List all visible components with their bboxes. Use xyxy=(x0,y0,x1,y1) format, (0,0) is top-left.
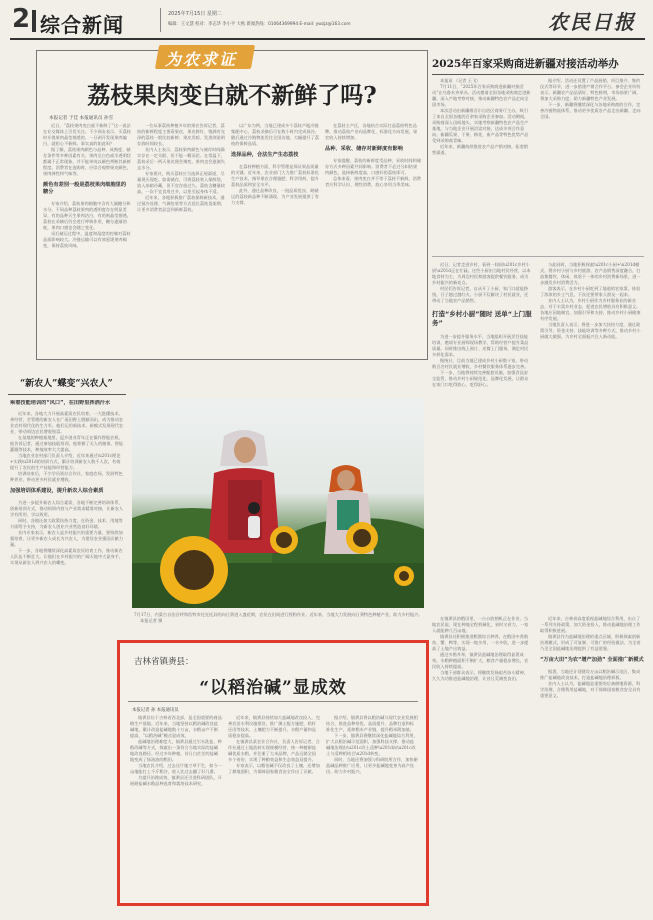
main-col-2: 一位从事荔枝种植多年的果农告诉记者，荔枝的新鲜程度主要看果皮，果皮鲜红、饱满有光泽的荔枝一般比较新鲜；果皮发暗、发黑则说明存放时间较长。 业内人士表示，荔枝果肉颜色与储存时间确实存在一定关联，但不能一概而论。在常温下，荔枝采后一两天果皮便会褐变，果肉也会逐渐失去水分。 专家建议，购买荔枝应当选择正规渠道，尽量现买现吃。如需储存，可将荔枝装入保鲜袋，放入冰箱冷藏，但不宜存放过久。荔枝含糖量较高，一次不宜食用过多，以免引起身体不适。 近年来，各地积极推广荔枝保鲜新技术，通过预冷处理、气调包装等方式延长荔枝货架期，让更多消费者品尝到新鲜荔枝。 xyxy=(137,123,225,212)
left-subhead-1: 乘着技能培训的“风口”，在田野里挥洒汗水 xyxy=(10,400,111,406)
main-excerpt: 近日，“荔枝果肉变白就不新鲜了”这一说法在社交媒体上引发关注。不少网友表示，买荔枝时专挑果肉晶莹剔透的，一旦剥开发现果肉偏白，就担心不新鲜。事实真的如此吗？ xyxy=(43,123,131,146)
masthead-rule xyxy=(10,38,645,40)
main-byline: 本报记者 于佳 本报通讯员 孙雪 xyxy=(49,116,114,121)
page-number-bar xyxy=(32,10,36,32)
right-excerpt: 7月11日，“2025年百家采购商进新疆对接活动”在乌鲁木齐举办。活动邀请全国各地采购商走进新疆，深入产地考察对接，推动新疆特色农产品走向全国市场。 xyxy=(432,84,531,107)
right-byline: 本报讯 （记者 王飞） xyxy=(440,78,481,83)
right-bottom-story xyxy=(432,616,644,912)
featured-col-3: 据介绍，镇赉县将以稻治碱与现代农业发展相结合，推进品种培优、品质提升、品牌打造和标准化生产，延伸稻米产业链，提升稻米附加值。 下一步，镇赉县将继续深化盐碱地综合利用，扩大以稻治碱示范面积，加强科技支撑，推动盐碱地治理由\u201c改土适种\u201d向\u201c改土与适种相结合\u201d转变。 同时，当地还将加强与科研院所合作，加快耐盐碱品种推广应用，让更多盐碱地变身为高产良田，助力乡村振兴。 xyxy=(326,715,418,774)
photo-caption-text: 7月17日，内蒙古自治区呼和浩特市托克托县的向日葵进入盛花期，农民在田间进行授粉作业。近年来，当地大力发展向日葵特色种植产业，助力乡村振兴。 xyxy=(134,612,423,617)
left-headline: “新农人”蝶变“兴农人” xyxy=(20,379,113,389)
right-divider xyxy=(432,256,644,257)
featured-kicker: 吉林省镇赉县： xyxy=(134,657,194,667)
main-story-box xyxy=(36,50,428,360)
page-number: 2 xyxy=(12,4,31,34)
right-col-1: 本报讯 （记者 王飞） 7月11日，“2025年百家采购商进新疆对接活动”在乌鲁木齐举办。活动邀请全国各地采购商走进新疆，深入产地考察对接，推动新疆特色农产品走向全国市场。 本次活动由新疆维吾尔自治区商务厅主办，吸引了来自全国各地的百余家采购企业参加。活动期间，采购商深入田间地头，实地考察新疆特色农产品生产基地，与当地企业开展洽谈对接，达成多项合作意向。新疆瓜果、干果、棉花、畜产品等特色优势产品受到采购商青睐。 近年来，新疆持续推进农产品产销对接，拓宽销售渠道。 xyxy=(432,78,531,155)
section-title: 综合新闻 xyxy=(40,13,124,37)
right-headline: 2025年百家采购商进新疆对接活动举办 xyxy=(432,58,619,70)
kicker-label: 为农求证 xyxy=(165,50,238,69)
photo-credit: 本报记者 摄 xyxy=(140,618,163,623)
right-lower-subhead: 打造“乡村小厨”随时 送单“上门服务” xyxy=(432,310,532,327)
right-bottom-col-1: 在镇赉县的稻田里，一台台收割机正在作业。当地农民说，现在种地全程机械化，省时又省力，一家人就能种几百亩地。 镇赉县还积极推进稻渔综合种养，在稻田中养殖鱼、蟹、鸭等，实现一地多用、一水多收，进一步提高了土地产出效益。 通过多措并举，镇赉县盐碱地治理取得显著成效，水稻种植面积不断扩大，粮食产量稳步增长，农民收入持续提高。 当地干部群众表示，将继续发扬艰苦奋斗精神，久久为功推进盐碱地治理，让昔日荒滩变良田。 xyxy=(432,616,529,681)
editor-line: 编辑：王文慧 校对：李志华 李小平 大秋 新闻热线：01064369994 E-mail: ywzjz@163.com xyxy=(168,22,351,27)
right-col-2: 据介绍，活动还设置了产品展销、项目推介、签约仪式等环节，进一步搭建产销合作平台。参会企业纷纷表示，新疆农产品品质好、特色鲜明，市场前景广阔，将加大采购力度，助力新疆特色产业发展。 下一步，新疆将继续深化与各地采购商的合作，完善冷链物流体系，推动更多优质农产品走出新疆、走向全国。 xyxy=(540,78,641,119)
left-subhead-2: 加强培训体系建设，提升新农人综合素质 xyxy=(10,488,104,494)
right-col-4: 与此同时，当地积极探索\u201c小厨+\u201d模式，将乡村小厨与乡村旅游、农产品销售深度融合，打造集餐饮、休闲、体验于一体的乡村消费新场景，进一步激发乡村消费活力。 游客表示，在乡村小厨吃到了地道的农家菜，体验了浓浓的乡土气息，下次还要带家人朋友一起来。 业内人士认为，乡村小厨作为乡村服务业的新业态，对于丰富乡村业态、促进农民增收具有积极意义。各地应因地制宜，加强引导和支持，推动乡村小厨健康有序发展。 当地负责人表示，将进一步加大扶持力度，通过政策引导、资金支持、技能培训等多种方式，推动乡村小厨做大做强，为乡村全面振兴注入新动能。 xyxy=(540,262,641,339)
news-photo xyxy=(132,398,424,608)
photo-caption xyxy=(134,612,424,636)
featured-col-2: 近年来，镇赉县持续加大盐碱地改良投入，完善农田水利设施建设，推广测土配方施肥、秸秆还田等技术，土壤肥力不断提升，水稻产量和品质稳步提高。 在镇赉县某农业合作社，负责人告诉记者，合作社通过土地流转实现规模经营，统一种植耐盐碱优质水稻，并注册了大米品牌，产品远销全国多个省份，实现了种粮效益和生态效益双提升。 专家表示，以稻治碱不仅改良了土壤，还增加了耕地面积，为保障国家粮食安全作出了贡献。 xyxy=(228,715,320,774)
left-story xyxy=(8,362,126,912)
main-col-1: 近日，“荔枝果肉变白就不新鲜了”这一说法在社交媒体上引发关注。不少网友表示，买荔枝时专挑果肉晶莹剔透的，一旦剥开发现果肉偏白，就担心不新鲜。事实真的如此吗？ 据了解，荔枝果肉颜色与品种、成熟度、储存条件等多种因素有关。果肉呈白色或半透明状都属于正常现象，并不能单纯以颜色判断其新鲜程度。消费者在选购时，应综合观察果皮颜色、果肉弹性和气味等。 颜色有差别一般是荔枝果肉细胞里的糖分 专家介绍，荔枝果肉细胞中含有大量糖分和水分。不同品种荔枝果肉的透明度存在明显差异，有的品种天生果肉洁白，有的则晶莹剔透。荔枝在采摘后仍会进行呼吸作用，糖分逐渐消耗，果肉口感也会随之变化。 采后储运过程中，温度和湿度的控制对荔枝品质影响较大。冷链运输可以有效延缓果肉褐变，保持荔枝风味。 xyxy=(43,123,131,248)
right-col-3: 近日，记者走进乡村，看到一间间\u201c乡村小厨\u201d正在忙碌。这些小厨由当地村民经营，以本地食材为主，为周边村民和游客提供餐饮服务，成为乡村振兴的新亮点。 村民们告诉记者，自从开了小厨，家门口就能挣钱，日子越过越红火。小厨不仅解决了村民就业，还带动了当地农产品销售。 打造“乡村小厨”随时 送单“上门服务” 为进一步提升服务水平，当地组织开展烹饪技能培训，邀请专业厨师现场教学，帮助经营户提升菜品质量。同时推出线上预订、送餐上门服务，满足村民多样化需求。 据统计，目前当地已建成乡村小厨数十家，带动数百名村民就业增收，乡村餐饮服务体系逐步完善。 下一步，当地将持续完善配套设施，加强食品安全监管，推动乡村小厨规范化、品牌化发展，让群众在家门口吃得放心、吃得舒心。 xyxy=(432,262,532,387)
left-headline-rule xyxy=(8,394,126,395)
featured-rule xyxy=(128,701,418,702)
paper-name: 农民日报 xyxy=(548,10,636,34)
masthead-divider xyxy=(160,8,161,32)
featured-byline: 本报记者 孙 本报通讯员 xyxy=(132,708,179,713)
issue-date: 2025年7月15日 星期二 xyxy=(168,11,222,17)
right-headline-rule xyxy=(432,74,644,75)
featured-col-1: 镇赉县位于吉林省西北部，是全国重要的商品粮生产基地。近年来，当地坚持以稻治碱改良盐碱地，累计改造盐碱地数十万亩，水稻亩产不断提高，“以稻治碱”模式显成效。 盐碱地治理难度大，镇赉县通过引水洗盐、种稻改碱等方式，探索出一条符合当地实际的盐碱地改良路径。经过多年种植，昔日白茫茫的盐碱地变成了绿油油的稻田。 当地农民介绍，过去这片地寸草不生，如今一亩地能打上千斤稻谷，收入比过去翻了好几番。 为提升治理成效，镇赉县还引进科研团队，开展耐盐碱水稻品种选育和栽培技术研究。 xyxy=(130,715,222,786)
main-col-3: 以广东为例，当地已建成多个荔枝产地冷链集配中心，荔枝采摘后可在数小时内完成预冷，随后通过冷链物流发往全国各地，大幅提升了荔枝的保鲜品质。 选择品种，合法生产生态荔枝 在荔枝种植方面，科学管理是保证果品质量的关键。近年来，农业部门大力推广荔枝标准化生产技术，指导果农合理施肥、科学用药，提升荔枝品质和安全水平。 此外，通过品种改良，一批品质优良、耐储运的荔枝新品种不断涌现，为产业发展提供了有力支撑。 xyxy=(231,123,319,205)
main-col-4: 在荔枝主产区，各地结合实际打造荔枝特色品牌，推动荔枝产业向品牌化、标准化方向发展，果农收入持续增加。 品种、采收、储存对新鲜度有影响 专家提醒，荔枝的新鲜度受品种、采收时间和储存方式多种因素共同影响。消费者不必过分纠结果肉颜色，选择新鲜度高、口感好的荔枝即可。 总体来看，果肉变白并不等于荔枝不新鲜，消费者应科学认识、理性消费，放心享用当季美味。 xyxy=(325,123,421,187)
main-subhead-2: 选择品种，合法生产生态荔枝 xyxy=(231,152,299,158)
right-bottom-col-2: 近年来，吉林省高度重视盐碱地综合利用，出台了一系列支持政策，加大资金投入，推动盐碱地治理工作取得积极进展。 镇赉县作为盐碱地治理的重点区域，积极探索创新治理模式，形成了可复制、可推广的经验做法，为全省乃至全国盐碱地治理提供了有益借鉴。 “万亩大田”为农“增产加劲” 全面推广新模式 据悉，当地还计划建设万亩以稻治碱示范区，集成推广盐碱地改良技术，打造盐碱地治理样板。 业内人士认为，盐碱地是重要的后备耕地资源，科学治理、合理利用盐碱地，对于保障国家粮食安全具有重要意义。 xyxy=(540,616,644,698)
sunflower-field-image xyxy=(132,398,424,608)
main-subhead-3: 品种、采收、储存对新鲜度有影响 xyxy=(325,146,403,152)
featured-excerpt: 镇赉县位于吉林省西北部，是全国重要的商品粮生产基地。近年来，当地坚持以稻治碱改良盐碱地，累计改造盐碱地数十万亩，水稻亩产不断提高，“以稻治碱”模式显成效。 xyxy=(130,715,222,738)
left-col: 乘着技能培训的“风口”，在田野里挥洒汗水 近年来，各地大力开展高素质农民培育，一大批懂技术、善经营、会管理的新农人在广袤田野上脱颖而出，成为推动农业农村现代化的生力军。他们运用新技术、新模式发展现代农业，带动周边农民增收致富。 在某地的种植基地里，返乡创业青年正在操作智能农机。他告诉记者，通过参加技能培训，他掌握了无人机植保、智能灌溉等技术，种地效率大大提高。 当地农业农村部门负责人介绍，近年来通过\u201c理论+实践\u201d的培训方式，累计培训新农人数千人次，有效提升了农民的生产技能和经营能力。 培训结束后，不少学员领办合作社、家庭农场，发展特色种养业，带动更多村民就业增收。 加强培训体系建设，提升新农人综合素质 为进一步提升新农人综合素质，各地不断完善培训体系，创新培训方式，推动培训内容与产业需求精准对接，让新农人学有所用、学以致用。 同时，各地还加大政策扶持力度，在资金、技术、用地等方面给予支持，为新农人创业兴业营造良好环境。 业内专家表示，新农人是乡村振兴的重要力量，要持续加强培育，让更多新农人成长为兴农人，为建设农业强国贡献力量。 下一步，各地将继续深化高素质农民培育工作，推动新农人队伍不断壮大，让他们在乡村振兴的广阔天地中大显身手，实现从新农人到兴农人的蝶变。 xyxy=(10,400,124,565)
featured-right-subhead: “万亩大田”为农“增产加劲” 全面推广新模式 xyxy=(540,657,644,663)
main-headline: 荔枝果肉变白就不新鲜了吗? xyxy=(87,82,377,109)
masthead xyxy=(0,0,653,40)
featured-story-frame xyxy=(117,640,429,906)
right-story xyxy=(432,44,644,612)
main-subhead-1: 颜色有差别一般是荔枝果肉细胞里的糖分 xyxy=(43,182,127,195)
featured-headline: “以稻治碱”显成效 xyxy=(199,678,347,698)
